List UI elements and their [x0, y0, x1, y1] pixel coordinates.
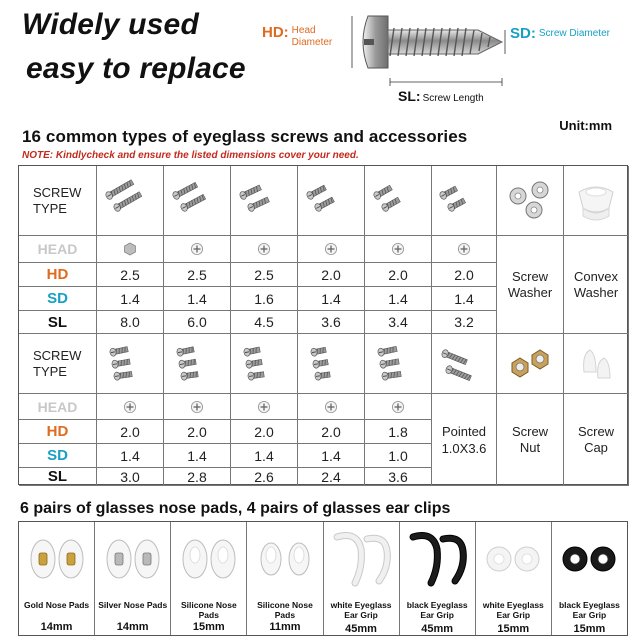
- pad-name-7-line-2: Ear Grip: [496, 610, 531, 620]
- pad-size-5: 45mm: [345, 623, 377, 635]
- screw-washer-photo-cell: [497, 166, 564, 236]
- screw-washer-label-cell: [497, 236, 564, 334]
- white-ring-icon: [479, 527, 547, 589]
- sl-value-text-g1-1: 8.0: [120, 314, 140, 330]
- sl-value-g1-4: [298, 311, 365, 334]
- screw-photo-icon-g1-4: [303, 173, 359, 229]
- sd-value-g2-3: [231, 444, 298, 468]
- screw-diagram-icon: [350, 2, 510, 97]
- pad-size-3: 15mm: [192, 621, 225, 633]
- section-title-screws: 16 common types of eyeglass screws and accessories: [22, 127, 468, 146]
- sl-value-g2-2: [164, 468, 231, 486]
- screw-photo-cell-g1-2: [164, 166, 231, 236]
- convex-washer-label-cell: [564, 236, 629, 334]
- screw-photo-cell-g1-5: [365, 166, 432, 236]
- black-grip-icon: [403, 527, 471, 589]
- head-icon-cell-g2-4: [298, 394, 365, 420]
- pad-image-4: [247, 522, 322, 594]
- pointed-screw-icon: [436, 336, 492, 392]
- convex-washer-label-line-1: Convex: [573, 268, 619, 284]
- screw-type-label-2: [19, 334, 97, 394]
- sl-value-g1-2: [164, 311, 231, 334]
- sd-key: SD:: [510, 25, 536, 42]
- pad-card-3: [171, 522, 247, 635]
- screw-type-text-2-line-1: SCREW: [33, 347, 82, 363]
- screw-nut-label-line-2: Nut: [519, 439, 541, 455]
- hd-value-text-g2-3: 2.0: [254, 423, 274, 440]
- sl-value-g2-5: [365, 468, 432, 486]
- head-icon-cell-g1-2: [164, 236, 231, 263]
- sd-label-cell-2: [19, 444, 97, 468]
- pad-card-7: [476, 522, 552, 635]
- hd-value-g2-4: [298, 420, 365, 444]
- pad-card-4: [247, 522, 323, 635]
- pad-name-3-line-1: Silicone Nose Pads: [180, 600, 237, 620]
- sd-value-text-g1-4: 1.4: [321, 290, 341, 307]
- cross-head-icon: [190, 242, 204, 256]
- head-icon-cell-g2-3: [231, 394, 298, 420]
- sl-value-text-g1-3: 4.5: [254, 314, 274, 330]
- sd-value-text-g1-2: 1.4: [187, 290, 207, 307]
- pad-name-5-line-2: Ear Grip: [344, 610, 378, 620]
- pad-image-1: [19, 522, 94, 594]
- sl-value-g2-4: [298, 468, 365, 486]
- pad-name-5-line-1: white Eyeglass: [330, 600, 392, 610]
- hd-value-text-g2-5: 1.8: [388, 423, 408, 440]
- pad-size-6: 45mm: [421, 623, 454, 635]
- hd-value-g1-2: [164, 263, 231, 287]
- screw-spec-table: [18, 165, 628, 485]
- sl-value-text-g2-3: 2.6: [254, 468, 274, 485]
- sl-value-g1-5: [365, 311, 432, 334]
- pointed-screw-photo-cell: [432, 334, 497, 394]
- cross-head-icon: [257, 242, 271, 256]
- hd-value-g2-1: [97, 420, 164, 444]
- sl-key: SL:: [398, 88, 421, 104]
- convex-washer-photo-cell: [564, 166, 629, 236]
- sl-label-2: SL: [47, 468, 68, 485]
- hd-value-g2-3: [231, 420, 298, 444]
- silicone-pad-icon: [175, 527, 243, 589]
- sd-text: Screw Diameter: [538, 28, 610, 39]
- sd-label-2: SD: [47, 447, 68, 464]
- sl-value-text-g2-4: 2.4: [321, 468, 341, 485]
- screw-nut-icon: [502, 339, 558, 389]
- cross-head-icon: [391, 242, 405, 256]
- sl-label-1: SL: [47, 313, 68, 331]
- sl-value-g2-1: [97, 468, 164, 486]
- pad-image-8: [552, 522, 627, 594]
- head-icon-cell-g2-2: [164, 394, 231, 420]
- white-grip-icon: [327, 527, 395, 589]
- sl-label-cell-2: [19, 468, 97, 486]
- hd-label-cell-1: [19, 263, 97, 287]
- pad-name-1-line-1: Gold Nose Pads: [23, 600, 90, 610]
- cross-head-icon: [190, 400, 204, 414]
- screw-photo-icon-g2-3: [236, 336, 292, 392]
- sd-value-g1-4: [298, 287, 365, 311]
- screw-photo-icon-g2-4: [303, 336, 359, 392]
- sd-value-text-g1-5: 1.4: [388, 290, 408, 307]
- screw-photo-cell-g1-6: [432, 166, 497, 236]
- screw-photo-cell-g2-4: [298, 334, 365, 394]
- sl-value-g1-1: [97, 311, 164, 334]
- screw-cap-label-line-1: Screw: [577, 423, 615, 439]
- gold-pad-icon: [23, 527, 91, 589]
- screw-nut-label: [512, 424, 548, 456]
- pad-name-8-line-1: black Eyeglass: [558, 600, 620, 610]
- pointed-screw-label-line-1: Pointed: [441, 423, 487, 439]
- pad-card-5: [324, 522, 400, 635]
- silicone-pad-small-icon: [251, 527, 319, 589]
- headline-widely-used: Widely used: [22, 8, 199, 41]
- screw-photo-icon-g2-2: [169, 336, 225, 392]
- head-icon-cell-g1-6: [432, 236, 497, 263]
- sl-value-text-g1-4: 3.6: [321, 314, 341, 330]
- hd-value-g1-5: [365, 263, 432, 287]
- cross-head-icon: [391, 400, 405, 414]
- screw-diameter-label: [510, 25, 610, 42]
- cross-head-icon: [457, 242, 471, 256]
- screw-cap-label: [578, 424, 614, 456]
- convex-washer-icon: [569, 174, 623, 228]
- pad-name-7-line-1: white Eyeglass: [482, 600, 544, 610]
- head-icon-cell-g1-4: [298, 236, 365, 263]
- sd-value-g1-1: [97, 287, 164, 311]
- head-icon-cell-g1-1: [97, 236, 164, 263]
- sl-value-g1-3: [231, 311, 298, 334]
- nose-pads-ear-grips-grid: [18, 521, 628, 636]
- hd-text: Head Diameter: [291, 25, 333, 48]
- pad-image-3: [171, 522, 246, 594]
- screw-washer-label: [508, 269, 552, 301]
- cross-head-icon: [324, 242, 338, 256]
- pad-name-7: [476, 600, 551, 620]
- sd-value-g1-5: [365, 287, 432, 311]
- hd-value-text-g2-1: 2.0: [120, 423, 140, 440]
- sl-value-text-g2-2: 2.8: [187, 468, 207, 485]
- screw-photo-icon-g1-3: [236, 173, 292, 229]
- screw-type-label-1: [19, 166, 97, 236]
- hd-value-text-g1-6: 2.0: [454, 266, 474, 283]
- pad-card-2: [95, 522, 171, 635]
- head-label-cell-1: [19, 236, 97, 263]
- pad-name-3: [171, 600, 246, 620]
- sl-text: Screw Length: [422, 93, 484, 104]
- head-label-2: HEAD: [37, 398, 78, 415]
- screw-photo-icon-g1-5: [370, 173, 426, 229]
- screw-type-text-1: [33, 185, 81, 217]
- hd-value-text-g2-2: 2.0: [187, 423, 207, 440]
- hd-value-g2-2: [164, 420, 231, 444]
- pad-size-2: 14mm: [116, 621, 149, 633]
- unit-label: Unit:mm: [559, 118, 612, 133]
- screw-photo-cell-g2-1: [97, 334, 164, 394]
- sd-value-text-g1-3: 1.6: [254, 290, 274, 307]
- cross-head-icon: [123, 400, 137, 414]
- head-icon-cell-g1-3: [231, 236, 298, 263]
- sl-value-text-g1-6: 3.2: [454, 314, 474, 330]
- hd-value-g1-4: [298, 263, 365, 287]
- convex-washer-label-line-2: Washer: [573, 284, 619, 300]
- hd-label-2: HD: [46, 423, 69, 440]
- pad-image-6: [400, 522, 475, 594]
- sd-value-g2-5: [365, 444, 432, 468]
- sd-value-g2-2: [164, 444, 231, 468]
- screw-cap-photo-cell: [564, 334, 629, 394]
- screw-nut-photo-cell: [497, 334, 564, 394]
- hd-label-1: HD: [46, 266, 69, 283]
- pad-size-4: 11mm: [269, 621, 301, 633]
- head-diameter-label: [262, 24, 342, 49]
- pad-image-2: [95, 522, 170, 594]
- hd-value-g1-3: [231, 263, 298, 287]
- hd-value-text-g2-4: 2.0: [321, 423, 341, 440]
- sd-value-g2-1: [97, 444, 164, 468]
- sl-value-text-g2-1: 3.0: [120, 468, 140, 485]
- sd-value-g1-2: [164, 287, 231, 311]
- sd-value-g1-3: [231, 287, 298, 311]
- head-icon-cell-g1-5: [365, 236, 432, 263]
- pad-name-6: [400, 600, 475, 620]
- pad-card-8: [552, 522, 627, 635]
- pad-name-6-line-2: Ear Grip: [420, 610, 454, 620]
- cross-head-icon: [324, 400, 338, 414]
- pad-image-5: [324, 522, 399, 594]
- hd-value-text-g1-3: 2.5: [254, 266, 274, 283]
- sd-value-text-g2-1: 1.4: [120, 447, 140, 464]
- pointed-screw-label: [442, 423, 487, 457]
- screw-washer-label-line-1: Screw: [511, 268, 549, 284]
- note-text: NOTE: Kindlycheck and ensure the listed dimensions cover your need.: [22, 150, 359, 161]
- pad-name-2: [95, 600, 170, 610]
- screw-photo-cell-g1-3: [231, 166, 298, 236]
- screw-photo-icon-g2-1: [102, 336, 158, 392]
- pointed-screw-label-cell: [432, 394, 497, 486]
- pointed-screw-label-line-2: 1.0X3.6: [441, 440, 487, 456]
- screw-photo-cell-g2-3: [231, 334, 298, 394]
- silver-pad-icon: [99, 527, 167, 589]
- pad-name-5: [324, 600, 399, 620]
- sd-value-text-g2-3: 1.4: [254, 447, 274, 464]
- screw-cap-icon: [568, 336, 624, 392]
- sl-value-text-g2-5: 3.6: [388, 468, 408, 485]
- sd-value-text-g2-4: 1.4: [321, 447, 341, 464]
- hd-value-text-g1-2: 2.5: [187, 266, 207, 283]
- sd-value-text-g1-6: 1.4: [454, 290, 474, 307]
- screw-photo-cell-g1-1: [97, 166, 164, 236]
- convex-washer-label: [574, 269, 618, 301]
- pad-name-8: [552, 600, 627, 620]
- pad-name-2-line-1: Silver Nose Pads: [98, 600, 168, 610]
- screw-type-text-1-line-1: SCREW: [33, 184, 82, 200]
- hex-head-icon: [123, 242, 137, 256]
- pad-name-4: [247, 600, 322, 620]
- screw-photo-icon-g1-1: [102, 173, 158, 229]
- hd-label-cell-2: [19, 420, 97, 444]
- pad-size-1: 14mm: [40, 621, 73, 633]
- screw-nut-label-cell: [497, 394, 564, 486]
- screw-type-text-1-line-2: TYPE: [33, 200, 67, 216]
- pad-size-8: 15mm: [573, 623, 606, 635]
- hd-value-g1-1: [97, 263, 164, 287]
- screw-photo-cell-g1-4: [298, 166, 365, 236]
- hd-value-text-g1-5: 2.0: [388, 266, 408, 283]
- pad-name-4-line-1: Silicone Nose Pads: [257, 600, 313, 620]
- pad-name-1: [19, 600, 94, 610]
- black-ring-icon: [555, 527, 623, 589]
- pad-card-6: [400, 522, 476, 635]
- sd-value-text-g2-5: 1.0: [388, 447, 408, 464]
- sd-value-g1-6: [432, 287, 497, 311]
- sd-value-text-g2-2: 1.4: [187, 447, 207, 464]
- hd-key: HD:: [262, 24, 289, 41]
- hd-value-g1-6: [432, 263, 497, 287]
- sl-value-text-g1-5: 3.4: [388, 314, 408, 330]
- sd-label-cell-1: [19, 287, 97, 311]
- screw-photo-cell-g2-2: [164, 334, 231, 394]
- head-label-cell-2: [19, 394, 97, 420]
- screw-length-label: [398, 88, 484, 104]
- screw-type-text-2: [33, 348, 81, 380]
- pad-name-8-line-2: Ear Grip: [572, 610, 607, 620]
- head-icon-cell-g2-5: [365, 394, 432, 420]
- screw-photo-icon-g1-2: [169, 173, 225, 229]
- screw-photo-icon-g2-5: [370, 336, 426, 392]
- hd-value-text-g1-4: 2.0: [321, 266, 341, 283]
- headline-easy-to-replace: easy to replace: [26, 52, 246, 85]
- sd-value-g2-4: [298, 444, 365, 468]
- screw-cap-label-cell: [564, 394, 629, 486]
- hd-value-text-g1-1: 2.5: [120, 266, 140, 283]
- screw-type-text-2-line-2: TYPE: [33, 363, 67, 379]
- screw-nut-label-line-1: Screw: [511, 423, 549, 439]
- screw-washer-icon: [500, 176, 560, 226]
- sl-value-g2-3: [231, 468, 298, 486]
- sl-value-g1-6: [432, 311, 497, 334]
- head-icon-cell-g2-1: [97, 394, 164, 420]
- hd-value-g2-5: [365, 420, 432, 444]
- pad-size-7: 15mm: [497, 623, 530, 635]
- pad-name-6-line-1: black Eyeglass: [406, 600, 468, 610]
- head-label-1: HEAD: [37, 241, 78, 257]
- pad-image-7: [476, 522, 551, 594]
- screw-cap-label-line-2: Cap: [584, 439, 608, 455]
- sl-value-text-g1-2: 6.0: [187, 314, 207, 330]
- sl-label-cell-1: [19, 311, 97, 334]
- pad-card-1: [19, 522, 95, 635]
- cross-head-icon: [257, 400, 271, 414]
- sd-value-text-g1-1: 1.4: [120, 290, 140, 307]
- screw-washer-label-line-2: Washer: [507, 284, 553, 300]
- section-title-pads: 6 pairs of glasses nose pads, 4 pairs of glasses ear clips: [20, 500, 451, 517]
- sd-label-1: SD: [47, 290, 68, 307]
- screw-photo-cell-g2-5: [365, 334, 432, 394]
- screw-photo-icon-g1-6: [436, 173, 492, 229]
